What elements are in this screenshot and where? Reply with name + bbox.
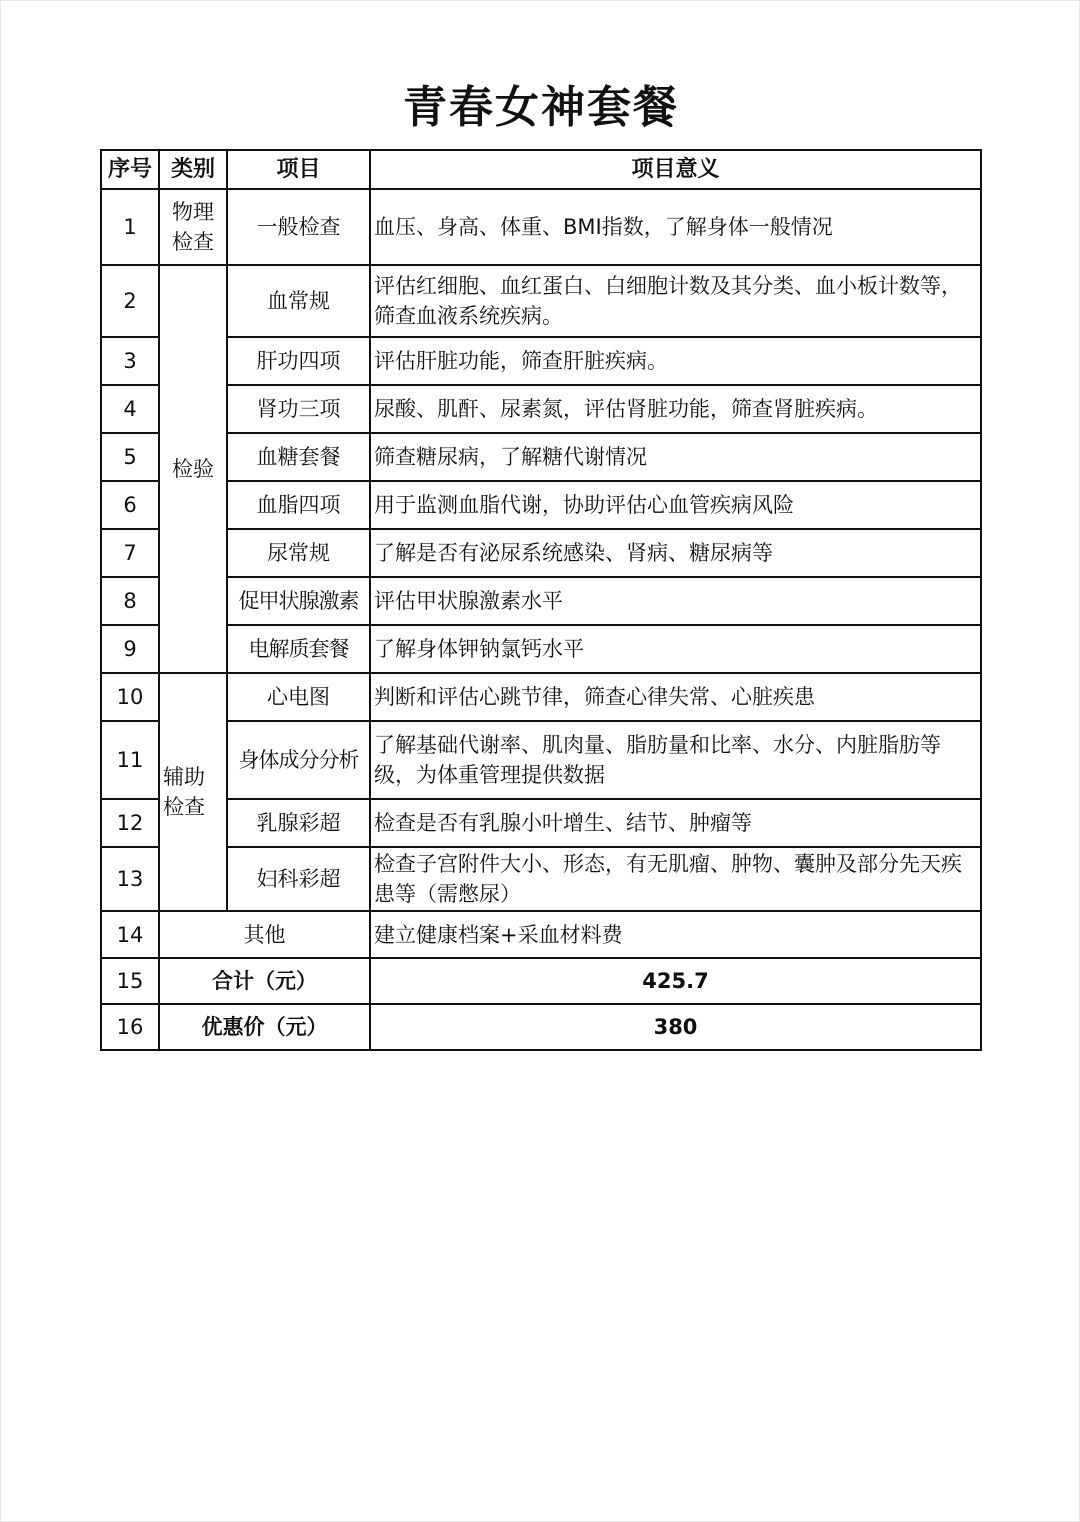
row-no: 5 — [101, 433, 159, 481]
category-lab: 检验 — [159, 265, 227, 673]
row-no: 15 — [101, 958, 159, 1004]
table-row — [101, 673, 981, 721]
row-item: 血糖套餐 — [227, 433, 370, 481]
table-row — [101, 847, 981, 911]
discount-value: 380 — [370, 1004, 981, 1050]
row-meaning: 检查是否有乳腺小叶增生、结节、肿瘤等 — [370, 799, 981, 847]
row-no: 12 — [101, 799, 159, 847]
row-meaning: 用于监测血脂代谢，协助评估心血管疾病风险 — [370, 481, 981, 529]
row-no: 6 — [101, 481, 159, 529]
row-meaning: 评估红细胞、血红蛋白、白细胞计数及其分类、血小板计数等，筛查血液系统疾病。 — [370, 265, 981, 337]
row-meaning: 尿酸、肌酐、尿素氮，评估肾脏功能，筛查肾脏疾病。 — [370, 385, 981, 433]
row-item: 尿常规 — [227, 529, 370, 577]
row-item: 血脂四项 — [227, 481, 370, 529]
header-no: 序号 — [101, 150, 159, 189]
table-row — [101, 481, 981, 529]
row-no: 3 — [101, 337, 159, 385]
header-item: 项目 — [227, 150, 370, 189]
table-header-row — [101, 150, 981, 189]
header-meaning: 项目意义 — [370, 150, 981, 189]
table-row — [101, 577, 981, 625]
row-item: 电解质套餐 — [227, 625, 370, 673]
row-no: 1 — [101, 189, 159, 265]
row-meaning: 评估肝脏功能，筛查肝脏疾病。 — [370, 337, 981, 385]
row-meaning: 了解基础代谢率、肌肉量、脂肪量和比率、水分、内脏脂肪等级，为体重管理提供数据 — [370, 721, 981, 799]
row-meaning: 检查子宫附件大小、形态，有无肌瘤、肿物、囊肿及部分先天疾患等（需憋尿） — [370, 847, 981, 911]
discount-label: 优惠价（元） — [159, 1004, 370, 1050]
row-no: 4 — [101, 385, 159, 433]
table-row — [101, 721, 981, 799]
total-value: 425.7 — [370, 958, 981, 1004]
row-meaning: 建立健康档案+采血材料费 — [370, 911, 981, 958]
row-item: 身体成分分析 — [227, 721, 370, 799]
row-no: 2 — [101, 265, 159, 337]
table-row — [101, 911, 981, 958]
row-no: 14 — [101, 911, 159, 958]
total-row — [101, 958, 981, 1004]
category-physical: 物理检查 — [159, 189, 227, 265]
row-meaning: 评估甲状腺激素水平 — [370, 577, 981, 625]
row-item: 肾功三项 — [227, 385, 370, 433]
table-row — [101, 189, 981, 265]
row-meaning: 筛查糖尿病，了解糖代谢情况 — [370, 433, 981, 481]
category-aux: 辅助检查 — [159, 673, 227, 911]
row-meaning: 血压、身高、体重、BMI指数，了解身体一般情况 — [370, 189, 981, 265]
row-no: 16 — [101, 1004, 159, 1050]
row-item: 乳腺彩超 — [227, 799, 370, 847]
table-row — [101, 337, 981, 385]
package-table — [100, 149, 982, 1051]
table-row — [101, 265, 981, 337]
row-meaning: 判断和评估心跳节律，筛查心律失常、心脏疾患 — [370, 673, 981, 721]
table-row — [101, 433, 981, 481]
page-title: 青春女神套餐 — [403, 82, 679, 133]
header-category: 类别 — [159, 150, 227, 189]
row-no: 7 — [101, 529, 159, 577]
row-no: 10 — [101, 673, 159, 721]
table-row — [101, 385, 981, 433]
category-other: 其他 — [159, 911, 370, 958]
row-item: 血常规 — [227, 265, 370, 337]
row-item: 心电图 — [227, 673, 370, 721]
total-label: 合计（元） — [159, 958, 370, 1004]
discount-row — [101, 1004, 981, 1050]
row-meaning: 了解是否有泌尿系统感染、肾病、糖尿病等 — [370, 529, 981, 577]
row-no: 13 — [101, 847, 159, 911]
row-item: 促甲状腺激素 — [227, 577, 370, 625]
row-no: 8 — [101, 577, 159, 625]
table-row — [101, 529, 981, 577]
row-meaning: 了解身体钾钠氯钙水平 — [370, 625, 981, 673]
row-item: 一般检查 — [227, 189, 370, 265]
row-item: 肝功四项 — [227, 337, 370, 385]
row-no: 11 — [101, 721, 159, 799]
table-row — [101, 625, 981, 673]
row-no: 9 — [101, 625, 159, 673]
table-row — [101, 799, 981, 847]
row-item: 妇科彩超 — [227, 847, 370, 911]
